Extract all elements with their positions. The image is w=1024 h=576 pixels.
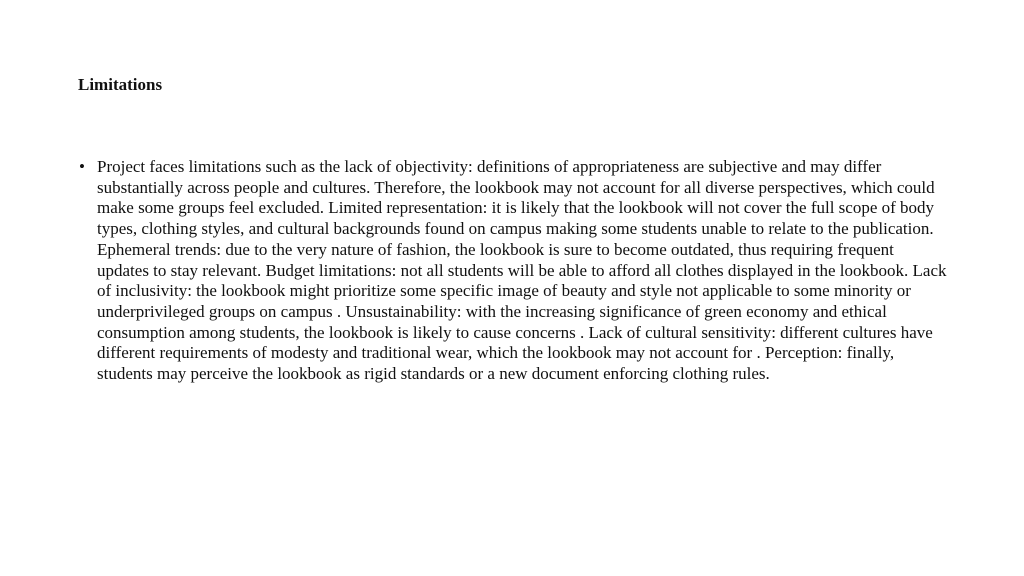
- bullet-text: Project faces limitations such as the lack of objectivity: definitions of appropriateness are subjective and may differ substantially across people and cultures. Therefore, the lookbook may not account for all diverse perspectives, which could make some groups feel excluded. Limited representation: it is likely that the lookbook will not cover the full scope of body types, clothing styles, and cultural backgrounds found on campus making some students unable to relate to the publication. Ephemeral trends: due to the very nature of fashion, the lookbook is sure to become outdated, thus requiring frequent updates to stay relevant. Budget limitations: not all students will be able to afford all clothes displayed in the lookbook. Lack of inclusivity: the lookbook might prioritize some specific image of beauty and style not applicable to some minority or underprivileged groups on campus . Unsustainability: with the increasing significance of green economy and ethical consumption among students, the lookbook is likely to cause concerns . Lack of cultural sensitivity: different cultures have different requirements of modesty and traditional wear, which the lookbook may not account for . Perception: finally, students may perceive the lookbook as rigid standards or a new document enforcing clothing rules.: [97, 157, 947, 384]
- slide-title: Limitations: [78, 75, 163, 94]
- bullet-item: [78, 157, 948, 385]
- bullet-list: [78, 157, 948, 385]
- bullet-marker: •: [79, 157, 85, 176]
